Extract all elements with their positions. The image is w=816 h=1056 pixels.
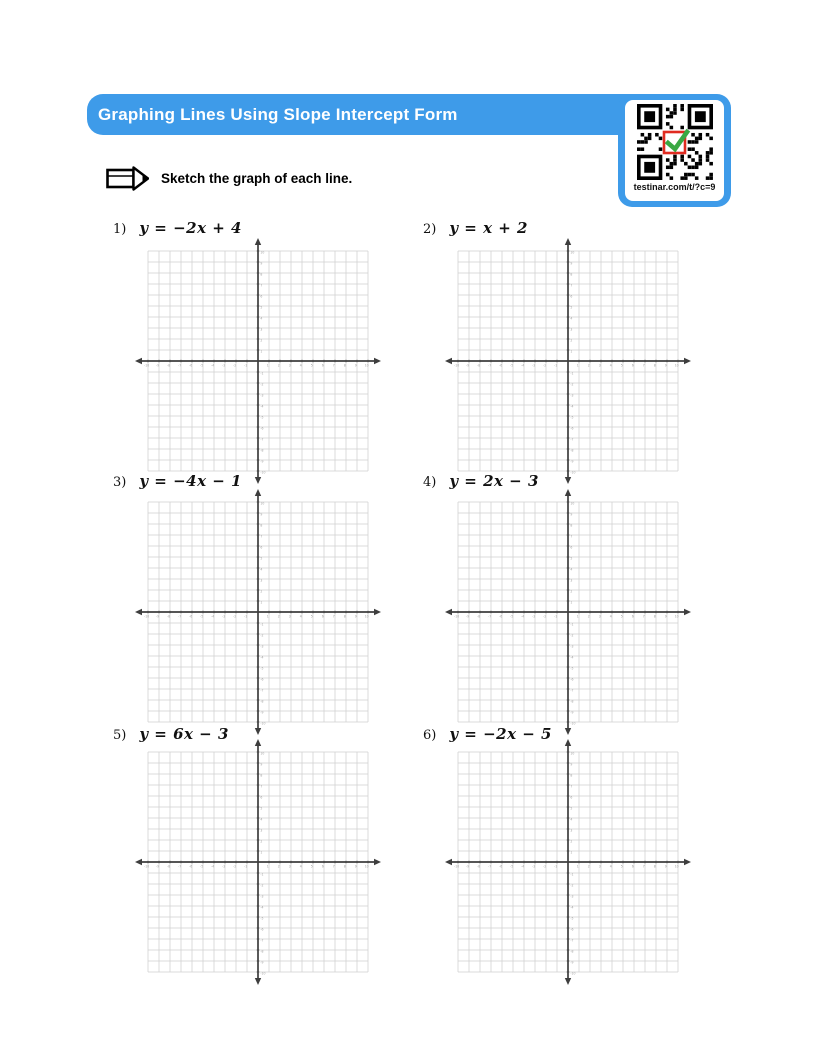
svg-text:-8: -8 xyxy=(570,699,574,704)
svg-text:8: 8 xyxy=(260,523,263,528)
svg-text:1: 1 xyxy=(266,864,269,869)
svg-text:4: 4 xyxy=(570,316,573,321)
svg-text:-1: -1 xyxy=(570,371,574,376)
svg-text:7: 7 xyxy=(570,534,573,539)
svg-text:4: 4 xyxy=(260,567,263,572)
problem-number: 1) xyxy=(113,222,127,237)
svg-text:6: 6 xyxy=(570,795,573,800)
svg-text:-7: -7 xyxy=(488,363,492,368)
svg-text:8: 8 xyxy=(343,864,346,869)
problem-number: 5) xyxy=(113,728,127,743)
svg-text:-3: -3 xyxy=(570,894,574,899)
svg-text:-8: -8 xyxy=(477,614,481,619)
svg-text:-10: -10 xyxy=(260,470,266,475)
svg-text:-3: -3 xyxy=(260,393,264,398)
svg-text:-4: -4 xyxy=(521,363,525,368)
svg-text:-7: -7 xyxy=(570,688,574,693)
svg-text:7: 7 xyxy=(642,363,645,368)
svg-text:-5: -5 xyxy=(200,864,204,869)
svg-text:-3: -3 xyxy=(532,864,536,869)
svg-text:5: 5 xyxy=(570,806,573,811)
svg-text:1: 1 xyxy=(260,600,263,605)
problem-equation: y = −4x − 1 xyxy=(139,472,242,490)
instruction-row xyxy=(105,165,352,192)
svg-text:10: 10 xyxy=(674,614,679,619)
svg-text:3: 3 xyxy=(570,578,573,583)
svg-text:-9: -9 xyxy=(260,960,264,965)
svg-text:3: 3 xyxy=(570,828,573,833)
page-title: Graphing Lines Using Slope Intercept Form xyxy=(98,104,458,124)
svg-text:3: 3 xyxy=(260,327,263,332)
svg-text:9: 9 xyxy=(664,363,667,368)
svg-text:7: 7 xyxy=(260,534,263,539)
svg-text:-2: -2 xyxy=(233,864,237,869)
svg-text:5: 5 xyxy=(260,556,263,561)
svg-text:-8: -8 xyxy=(260,949,264,954)
svg-text:-8: -8 xyxy=(477,363,481,368)
svg-text:-6: -6 xyxy=(499,363,503,368)
svg-text:-5: -5 xyxy=(260,666,264,671)
svg-text:-10: -10 xyxy=(144,363,150,368)
svg-text:9: 9 xyxy=(664,864,667,869)
svg-text:-10: -10 xyxy=(570,971,576,976)
svg-text:-7: -7 xyxy=(570,938,574,943)
svg-text:-10: -10 xyxy=(260,721,266,726)
svg-text:5: 5 xyxy=(310,864,313,869)
problem-number: 3) xyxy=(113,475,127,490)
svg-text:-7: -7 xyxy=(260,437,264,442)
problem-equation: y = x + 2 xyxy=(449,219,528,237)
svg-text:10: 10 xyxy=(364,614,369,619)
problem-equation: y = 6x − 3 xyxy=(139,725,229,743)
svg-text:6: 6 xyxy=(631,614,634,619)
svg-text:2: 2 xyxy=(570,839,573,844)
svg-text:6: 6 xyxy=(321,864,324,869)
svg-text:-1: -1 xyxy=(554,864,558,869)
svg-text:-9: -9 xyxy=(466,614,470,619)
svg-text:-3: -3 xyxy=(222,614,226,619)
svg-text:5: 5 xyxy=(260,305,263,310)
svg-text:8: 8 xyxy=(260,272,263,277)
svg-text:3: 3 xyxy=(260,578,263,583)
svg-text:-1: -1 xyxy=(570,872,574,877)
qr-caption: testinar.com/t/?c=9 xyxy=(633,182,716,192)
svg-text:-5: -5 xyxy=(200,614,204,619)
svg-text:-8: -8 xyxy=(167,363,171,368)
svg-text:4: 4 xyxy=(609,614,612,619)
svg-text:-6: -6 xyxy=(570,927,574,932)
svg-text:-8: -8 xyxy=(167,614,171,619)
svg-text:3: 3 xyxy=(288,363,291,368)
svg-text:6: 6 xyxy=(631,864,634,869)
qr-block xyxy=(618,94,731,207)
svg-text:-2: -2 xyxy=(260,382,264,387)
svg-text:3: 3 xyxy=(288,614,291,619)
svg-text:-4: -4 xyxy=(260,655,264,660)
svg-text:-2: -2 xyxy=(233,363,237,368)
svg-text:2: 2 xyxy=(277,363,280,368)
problem-number: 4) xyxy=(423,475,437,490)
svg-text:8: 8 xyxy=(260,773,263,778)
svg-text:-8: -8 xyxy=(570,949,574,954)
svg-text:6: 6 xyxy=(631,363,634,368)
svg-text:6: 6 xyxy=(260,294,263,299)
svg-text:-8: -8 xyxy=(167,864,171,869)
svg-text:-1: -1 xyxy=(260,872,264,877)
svg-text:9: 9 xyxy=(570,762,573,767)
svg-text:1: 1 xyxy=(576,864,579,869)
qr-inner-panel xyxy=(625,100,724,201)
svg-text:8: 8 xyxy=(653,614,656,619)
svg-text:-2: -2 xyxy=(543,864,547,869)
svg-text:8: 8 xyxy=(570,272,573,277)
svg-text:4: 4 xyxy=(260,316,263,321)
problem-number: 2) xyxy=(423,222,437,237)
svg-text:1: 1 xyxy=(570,600,573,605)
svg-text:10: 10 xyxy=(674,363,679,368)
svg-text:-6: -6 xyxy=(260,677,264,682)
svg-text:-9: -9 xyxy=(570,459,574,464)
svg-text:-3: -3 xyxy=(570,393,574,398)
svg-text:-7: -7 xyxy=(178,363,182,368)
svg-text:5: 5 xyxy=(570,305,573,310)
svg-text:4: 4 xyxy=(570,817,573,822)
svg-text:5: 5 xyxy=(310,363,313,368)
svg-text:-10: -10 xyxy=(144,864,150,869)
problem-equation: y = −2x + 4 xyxy=(139,219,242,237)
svg-text:-5: -5 xyxy=(260,916,264,921)
svg-text:-4: -4 xyxy=(260,905,264,910)
svg-text:-1: -1 xyxy=(554,363,558,368)
svg-text:6: 6 xyxy=(260,545,263,550)
svg-text:-4: -4 xyxy=(211,363,215,368)
svg-text:10: 10 xyxy=(260,751,265,756)
svg-text:8: 8 xyxy=(343,614,346,619)
svg-text:8: 8 xyxy=(653,363,656,368)
graph-grid-5 xyxy=(134,738,382,986)
svg-text:2: 2 xyxy=(260,839,263,844)
svg-text:3: 3 xyxy=(598,614,601,619)
svg-text:1: 1 xyxy=(576,363,579,368)
svg-text:-3: -3 xyxy=(570,644,574,649)
svg-text:-4: -4 xyxy=(570,905,574,910)
svg-text:-4: -4 xyxy=(260,404,264,409)
svg-text:-7: -7 xyxy=(260,938,264,943)
svg-text:3: 3 xyxy=(598,363,601,368)
svg-text:4: 4 xyxy=(570,567,573,572)
problem-equation: y = −2x − 5 xyxy=(449,725,552,743)
svg-text:-9: -9 xyxy=(466,363,470,368)
svg-text:-6: -6 xyxy=(189,864,193,869)
svg-text:-7: -7 xyxy=(488,614,492,619)
graph-grid-2 xyxy=(444,237,692,485)
title-bar xyxy=(87,94,660,135)
svg-text:-2: -2 xyxy=(543,614,547,619)
problem-equation: y = 2x − 3 xyxy=(449,472,539,490)
svg-text:1: 1 xyxy=(570,349,573,354)
svg-text:-7: -7 xyxy=(260,688,264,693)
svg-text:-6: -6 xyxy=(189,363,193,368)
svg-text:-5: -5 xyxy=(570,666,574,671)
svg-text:-4: -4 xyxy=(570,655,574,660)
svg-text:9: 9 xyxy=(354,614,357,619)
svg-text:2: 2 xyxy=(587,864,590,869)
svg-text:-3: -3 xyxy=(260,644,264,649)
svg-text:7: 7 xyxy=(260,283,263,288)
svg-text:9: 9 xyxy=(354,363,357,368)
svg-text:-10: -10 xyxy=(454,864,460,869)
svg-text:-6: -6 xyxy=(260,426,264,431)
svg-text:-4: -4 xyxy=(211,864,215,869)
svg-text:6: 6 xyxy=(321,363,324,368)
svg-text:-10: -10 xyxy=(260,971,266,976)
svg-text:10: 10 xyxy=(364,864,369,869)
svg-text:-10: -10 xyxy=(144,614,150,619)
svg-text:-10: -10 xyxy=(454,614,460,619)
svg-text:7: 7 xyxy=(642,614,645,619)
svg-text:-10: -10 xyxy=(570,721,576,726)
svg-text:10: 10 xyxy=(570,250,575,255)
svg-text:10: 10 xyxy=(364,363,369,368)
svg-text:2: 2 xyxy=(587,614,590,619)
svg-text:10: 10 xyxy=(260,250,265,255)
svg-text:-3: -3 xyxy=(532,363,536,368)
svg-text:9: 9 xyxy=(260,261,263,266)
svg-text:-7: -7 xyxy=(570,437,574,442)
svg-text:-8: -8 xyxy=(260,448,264,453)
svg-text:4: 4 xyxy=(260,817,263,822)
svg-text:5: 5 xyxy=(570,556,573,561)
svg-text:2: 2 xyxy=(570,338,573,343)
svg-text:-1: -1 xyxy=(570,622,574,627)
svg-text:5: 5 xyxy=(260,806,263,811)
svg-text:-9: -9 xyxy=(570,960,574,965)
svg-text:-5: -5 xyxy=(510,864,514,869)
svg-text:2: 2 xyxy=(570,589,573,594)
problem-2-label xyxy=(423,219,528,237)
svg-text:9: 9 xyxy=(354,864,357,869)
svg-text:-2: -2 xyxy=(570,382,574,387)
svg-text:9: 9 xyxy=(260,512,263,517)
svg-text:-10: -10 xyxy=(570,470,576,475)
svg-text:9: 9 xyxy=(570,261,573,266)
svg-text:-6: -6 xyxy=(499,864,503,869)
svg-text:-9: -9 xyxy=(466,864,470,869)
svg-text:4: 4 xyxy=(299,363,302,368)
svg-text:7: 7 xyxy=(642,864,645,869)
svg-text:-8: -8 xyxy=(570,448,574,453)
pencil-icon xyxy=(105,165,149,192)
svg-text:5: 5 xyxy=(620,614,623,619)
svg-text:-2: -2 xyxy=(233,614,237,619)
svg-text:-5: -5 xyxy=(570,916,574,921)
svg-text:-1: -1 xyxy=(554,614,558,619)
svg-text:8: 8 xyxy=(343,363,346,368)
svg-text:2: 2 xyxy=(277,614,280,619)
svg-text:-3: -3 xyxy=(532,614,536,619)
svg-text:-9: -9 xyxy=(156,614,160,619)
svg-text:8: 8 xyxy=(570,523,573,528)
svg-text:-5: -5 xyxy=(260,415,264,420)
svg-text:10: 10 xyxy=(570,501,575,506)
svg-text:6: 6 xyxy=(570,294,573,299)
svg-text:9: 9 xyxy=(664,614,667,619)
problem-number: 6) xyxy=(423,728,437,743)
svg-text:4: 4 xyxy=(609,864,612,869)
svg-text:-2: -2 xyxy=(260,633,264,638)
svg-text:-9: -9 xyxy=(156,864,160,869)
svg-text:-7: -7 xyxy=(488,864,492,869)
qr-code-icon xyxy=(637,104,713,180)
svg-text:3: 3 xyxy=(598,864,601,869)
svg-text:7: 7 xyxy=(570,784,573,789)
graph-grid-1 xyxy=(134,237,382,485)
svg-text:1: 1 xyxy=(570,850,573,855)
svg-text:2: 2 xyxy=(260,338,263,343)
svg-text:7: 7 xyxy=(332,363,335,368)
svg-text:2: 2 xyxy=(587,363,590,368)
svg-text:-5: -5 xyxy=(570,415,574,420)
svg-text:-7: -7 xyxy=(178,614,182,619)
svg-text:1: 1 xyxy=(266,363,269,368)
svg-text:-1: -1 xyxy=(260,371,264,376)
svg-text:7: 7 xyxy=(260,784,263,789)
svg-text:3: 3 xyxy=(570,327,573,332)
svg-text:-1: -1 xyxy=(244,614,248,619)
svg-text:9: 9 xyxy=(570,512,573,517)
svg-text:-2: -2 xyxy=(570,633,574,638)
svg-text:7: 7 xyxy=(332,864,335,869)
svg-text:-2: -2 xyxy=(260,883,264,888)
svg-text:-9: -9 xyxy=(260,459,264,464)
svg-text:2: 2 xyxy=(260,589,263,594)
svg-text:-8: -8 xyxy=(260,699,264,704)
svg-text:-4: -4 xyxy=(521,864,525,869)
graph-grid-3 xyxy=(134,488,382,736)
svg-text:-1: -1 xyxy=(244,864,248,869)
instruction-text: Sketch the graph of each line. xyxy=(161,171,353,186)
svg-text:10: 10 xyxy=(260,501,265,506)
svg-text:5: 5 xyxy=(620,864,623,869)
svg-text:-6: -6 xyxy=(260,927,264,932)
svg-text:1: 1 xyxy=(260,850,263,855)
svg-text:-8: -8 xyxy=(477,864,481,869)
svg-text:5: 5 xyxy=(620,363,623,368)
svg-text:4: 4 xyxy=(299,864,302,869)
svg-text:-5: -5 xyxy=(510,614,514,619)
svg-text:-4: -4 xyxy=(570,404,574,409)
svg-text:-4: -4 xyxy=(211,614,215,619)
problem-1-label xyxy=(113,219,242,237)
svg-text:9: 9 xyxy=(260,762,263,767)
svg-text:3: 3 xyxy=(288,864,291,869)
svg-text:-9: -9 xyxy=(260,710,264,715)
svg-text:1: 1 xyxy=(266,614,269,619)
svg-text:-2: -2 xyxy=(543,363,547,368)
svg-text:10: 10 xyxy=(674,864,679,869)
svg-text:-6: -6 xyxy=(570,677,574,682)
svg-text:-6: -6 xyxy=(189,614,193,619)
svg-text:3: 3 xyxy=(260,828,263,833)
graph-grid-4 xyxy=(444,488,692,736)
svg-text:6: 6 xyxy=(321,614,324,619)
svg-text:1: 1 xyxy=(260,349,263,354)
svg-text:-3: -3 xyxy=(222,363,226,368)
graph-grid-6 xyxy=(444,738,692,986)
svg-text:-2: -2 xyxy=(570,883,574,888)
svg-text:-10: -10 xyxy=(454,363,460,368)
svg-text:7: 7 xyxy=(570,283,573,288)
svg-text:2: 2 xyxy=(277,864,280,869)
svg-text:-6: -6 xyxy=(570,426,574,431)
svg-text:-1: -1 xyxy=(244,363,248,368)
svg-text:4: 4 xyxy=(609,363,612,368)
svg-text:5: 5 xyxy=(310,614,313,619)
svg-text:-4: -4 xyxy=(521,614,525,619)
svg-text:-5: -5 xyxy=(510,363,514,368)
svg-text:-1: -1 xyxy=(260,622,264,627)
svg-text:4: 4 xyxy=(299,614,302,619)
svg-text:-3: -3 xyxy=(222,864,226,869)
svg-text:-5: -5 xyxy=(200,363,204,368)
svg-text:8: 8 xyxy=(570,773,573,778)
svg-text:-9: -9 xyxy=(156,363,160,368)
svg-text:7: 7 xyxy=(332,614,335,619)
svg-text:-3: -3 xyxy=(260,894,264,899)
svg-text:8: 8 xyxy=(653,864,656,869)
svg-text:6: 6 xyxy=(570,545,573,550)
svg-text:-7: -7 xyxy=(178,864,182,869)
svg-text:6: 6 xyxy=(260,795,263,800)
svg-text:-6: -6 xyxy=(499,614,503,619)
svg-text:1: 1 xyxy=(576,614,579,619)
svg-text:10: 10 xyxy=(570,751,575,756)
svg-text:-9: -9 xyxy=(570,710,574,715)
